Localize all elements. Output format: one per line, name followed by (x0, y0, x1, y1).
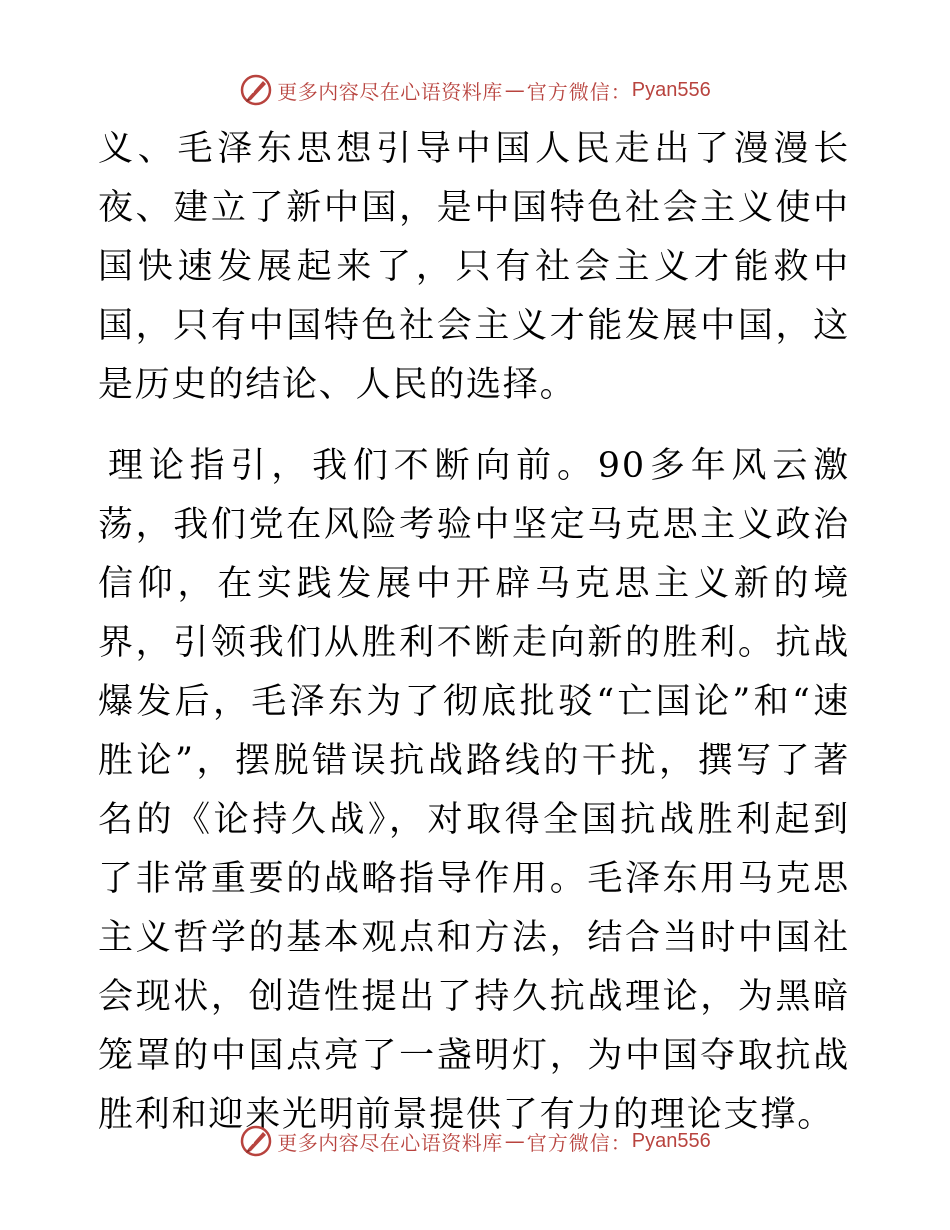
paragraph: 理论指引，我们不断向前。90多年风云激荡，我们党在风险考验中坚定马克思主义政治信仰，在实践发展中开辟马克思主义新的境界，引领我们从胜利不断走向新的胜利。抗战爆发后，毛泽东为了彻底批驳“亡国论”和“速胜论”，摆脱错误抗战路线的干扰，撰写了著名的《论持久战》，对取得全国抗战胜利起到了非常重要的战略指导作用。毛泽东用马克思主义哲学的基本观点和方法，结合当时中国社会现状，创造性提出了持久抗战理论，为黑暗笼罩的中国点亮了一盏明灯，为中国夺取抗战胜利和迎来光明前景提供了有力的理论支撑。 (98, 446, 850, 1135)
header-banner (0, 70, 950, 110)
pen-logo-icon (239, 1124, 273, 1158)
banner-separator: — (504, 78, 525, 102)
banner-title: 更多内容尽在心语资料库 (277, 79, 503, 104)
document-body (98, 120, 850, 1145)
banner-title: 更多内容尽在心语资料库 (277, 1130, 503, 1155)
banner-wechat-id: Pyan556 (631, 1129, 711, 1152)
pen-logo-icon (239, 73, 273, 107)
banner-separator: — (504, 1129, 525, 1153)
banner-wechat-label: 官方微信： (526, 1130, 632, 1155)
footer-banner (0, 1121, 950, 1161)
banner-wechat-label: 官方微信： (526, 79, 632, 104)
banner-wechat-id: Pyan556 (631, 78, 711, 101)
paragraph: 义、毛泽东思想引导中国人民走出了漫漫长夜、建立了新中国，是中国特色社会主义使中国快速发展起来了，只有社会主义才能救中国，只有中国特色社会主义才能发展中国，这是历史的结论、人民的选择。 (98, 129, 850, 405)
